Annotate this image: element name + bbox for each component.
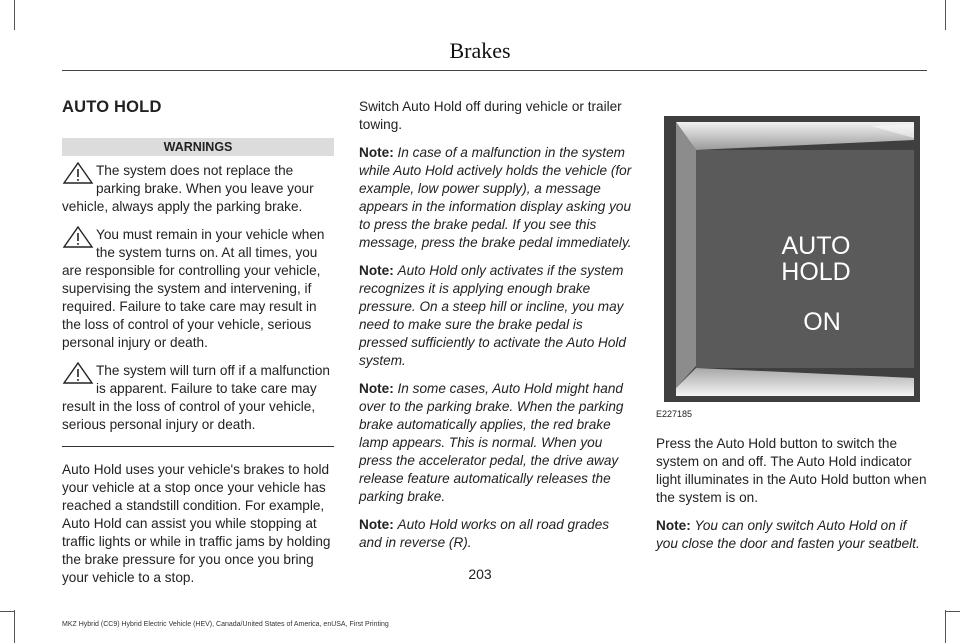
warnings-bar: WARNINGS: [62, 138, 334, 156]
note-text: You can only switch Auto Hold on if you close the door and fasten your seatbelt.: [656, 518, 920, 551]
intro-paragraph: Auto Hold uses your vehicle's brakes to hold your vehicle at a stop once your vehicle has reached a standstill condition. For example, Auto Hold can assist you while stopping at traffic lights or while in traffic jams by holding the brake pressure for you once you bring your vehicle to a stop.: [62, 462, 331, 585]
note-label: Note:: [359, 381, 394, 396]
note-label: Note:: [359, 145, 394, 160]
column-1: [62, 98, 334, 597]
auto-hold-button-illustration: [656, 116, 928, 402]
crop-mark-top-left-v: [14, 0, 15, 30]
note-paragraph: [359, 380, 632, 506]
crop-mark-bottom-left-h: [0, 611, 14, 612]
warnings-end-rule: [62, 446, 334, 447]
note-paragraph: [359, 262, 632, 370]
warning-item: [62, 226, 334, 352]
page-header-title: Brakes: [449, 38, 511, 63]
warning-triangle-icon: [62, 162, 94, 184]
button-label-hold: HOLD: [781, 258, 851, 286]
warning-triangle-icon: [62, 226, 94, 248]
note-text: In some cases, Auto Hold might hand over to the parking brake. When the parking brake automatically applies, the red brake lamp appears. This is normal. When you press the accelerator pedal, the drive away release feature automatically releases the parking brake.: [359, 381, 624, 504]
auto-hold-button-figure: [656, 116, 928, 402]
note-label: Note:: [656, 518, 691, 533]
crop-mark-top-right-v: [945, 0, 946, 30]
warning-triangle-icon: [62, 362, 94, 384]
warning-text: You must remain in your vehicle when the system turns on. At all times, you are responsible for controlling your vehicle, supervising the system and intervening, if required. Failure to take care may result in the loss of control of your vehicle, serious personal injury or death.: [62, 227, 325, 350]
warning-text: The system does not replace the parking brake. When you leave your vehicle, always apply the parking brake.: [62, 163, 314, 214]
note-label: Note:: [359, 517, 394, 532]
section-heading: AUTO HOLD: [62, 98, 162, 116]
button-label-auto: AUTO: [781, 232, 851, 260]
header-rule: [62, 70, 927, 71]
note-text: In case of a malfunction in the system while Auto Hold actively holds the vehicle (for example, low power supply), a message appears in the information display asking you to press the brake pedal. If you see this message, press the brake pedal immediately.: [359, 145, 632, 250]
column-2: [359, 98, 632, 562]
note-text: Auto Hold works on all road grades and in reverse (R).: [359, 517, 610, 550]
note-paragraph: [359, 144, 632, 252]
note-paragraph: [656, 517, 928, 553]
note-text: Auto Hold only activates if the system recognizes it is applying enough brake pressure. On a steep hill or incline, you may need to make sure the brake pedal is pressed sufficiently to activate the Auto Hold system.: [359, 263, 626, 368]
crop-mark-bottom-right-v: [945, 610, 946, 643]
column-3: [656, 116, 928, 563]
switch-off-paragraph: Switch Auto Hold off during vehicle or trailer towing.: [359, 99, 622, 132]
warning-item: [62, 362, 334, 434]
press-button-paragraph: Press the Auto Hold button to switch the system on and off. The Auto Hold indicator light illuminates in the Auto Hold button when the system is on.: [656, 436, 927, 505]
note-label: Note:: [359, 263, 394, 278]
warning-text: The system will turn off if a malfunction is apparent. Failure to take care may result in the loss of control of your vehicle, serious personal injury or death.: [62, 363, 330, 432]
button-label-on: ON: [803, 308, 841, 336]
footer-text: MKZ Hybrid (CC9) Hybrid Electric Vehicle (HEV), Canada/United States of America, enUSA, First Printing: [62, 621, 389, 628]
crop-mark-bottom-left-v: [14, 610, 15, 643]
crop-mark-bottom-right-h: [946, 611, 960, 612]
page-number: 203: [468, 566, 492, 582]
note-paragraph: [359, 516, 632, 552]
warning-item: [62, 162, 334, 216]
figure-code: E227185: [656, 409, 693, 419]
